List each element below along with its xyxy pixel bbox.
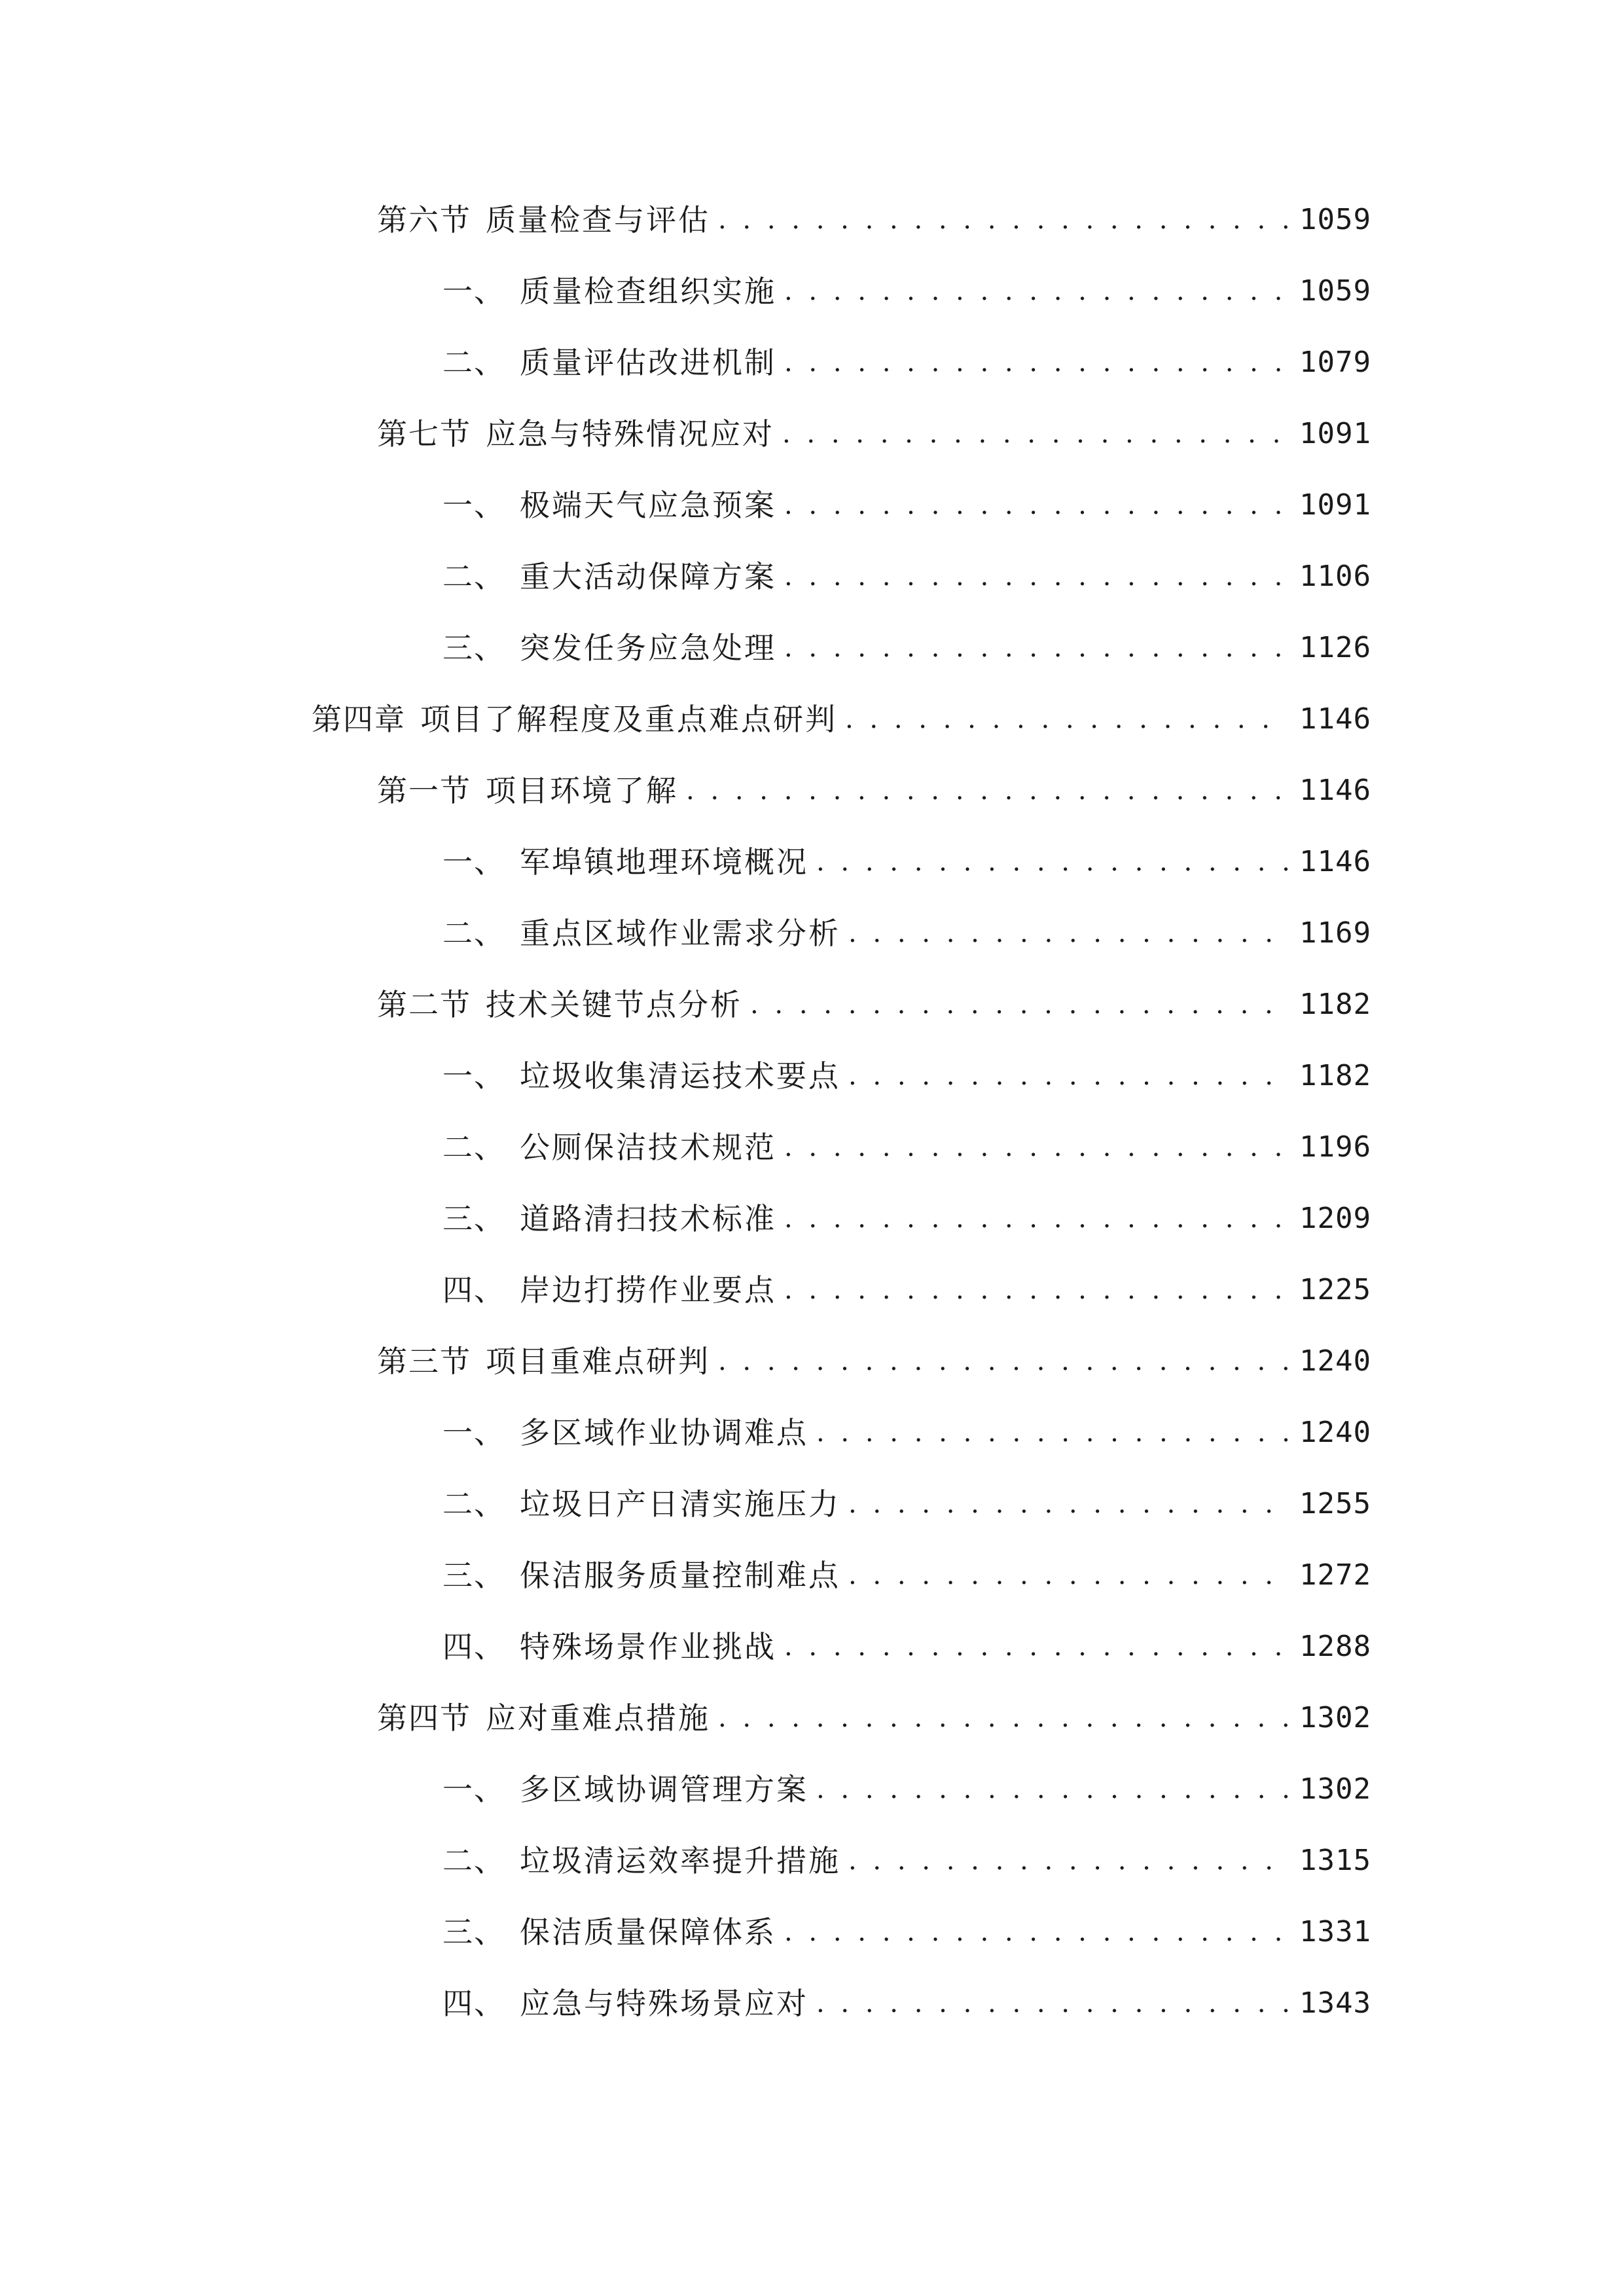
toc-entry-title: 岸边打捞作业要点 <box>520 1272 776 1308</box>
toc-entry[interactable] <box>442 336 1371 389</box>
toc-leader-dots <box>784 336 1288 389</box>
toc-entry[interactable] <box>442 1264 1371 1316</box>
toc-entry-number: 二、 <box>442 1486 505 1522</box>
toc-entry-number: 第六节 <box>377 202 471 238</box>
toc-entry-page: 1288 <box>1299 1630 1371 1663</box>
toc-leader-dots <box>784 1264 1288 1316</box>
toc-leader-dots <box>784 479 1288 531</box>
toc-entry-title: 道路清扫技术标准 <box>520 1201 776 1236</box>
toc-entry-title: 垃圾收集清运技术要点 <box>520 1058 840 1094</box>
toc-entry-page: 1196 <box>1299 1130 1371 1164</box>
toc-entry-number: 一、 <box>442 1415 505 1450</box>
toc-entry-number: 一、 <box>442 1772 505 1807</box>
toc-entry[interactable] <box>442 1763 1371 1816</box>
toc-entry-page: 1315 <box>1299 1844 1371 1877</box>
toc-entry[interactable] <box>442 622 1371 674</box>
toc-entry-page: 1240 <box>1299 1416 1371 1449</box>
toc-leader-dots <box>718 194 1288 246</box>
toc-leader-dots <box>784 1906 1288 1958</box>
toc-entry-title: 应急与特殊情况应对 <box>486 416 774 452</box>
toc-entry-number: 一、 <box>442 274 505 309</box>
toc-entry-title: 质量检查与评估 <box>486 202 710 238</box>
toc-entry[interactable] <box>442 479 1371 531</box>
toc-entry-page: 1059 <box>1299 274 1371 308</box>
toc-entry[interactable] <box>377 408 1371 460</box>
toc-entry-number: 一、 <box>442 488 505 523</box>
toc-leader-dots <box>848 1835 1288 1887</box>
toc-entry-number: 二、 <box>442 1130 505 1165</box>
toc-entry-title: 项目了解程度及重点难点研判 <box>420 702 837 737</box>
toc-entry[interactable] <box>442 1977 1371 2030</box>
toc-leader-dots <box>784 1621 1288 1673</box>
toc-entry-number: 二、 <box>442 559 505 594</box>
toc-entry-title: 垃圾日产日清实施压力 <box>520 1486 840 1522</box>
toc-entry-title: 军埠镇地理环境概况 <box>520 844 808 880</box>
toc-entry[interactable] <box>442 1621 1371 1673</box>
toc-entry-title: 极端天气应急预案 <box>520 488 776 523</box>
toc-entry-title: 项目环境了解 <box>486 773 678 808</box>
toc-entry-page: 1059 <box>1299 203 1371 236</box>
toc-leader-dots <box>816 1763 1288 1816</box>
toc-leader-dots <box>784 265 1288 317</box>
toc-leader-dots <box>816 1977 1288 2030</box>
toc-entry-title: 应急与特殊场景应对 <box>520 1986 808 2021</box>
toc-entry-page: 1255 <box>1299 1487 1371 1520</box>
toc-entry-page: 1225 <box>1299 1273 1371 1306</box>
toc-leader-dots <box>718 1335 1288 1388</box>
toc-entry-number: 三、 <box>442 1558 505 1593</box>
toc-entry-page: 1091 <box>1299 488 1371 522</box>
toc-entry-page: 1182 <box>1299 988 1371 1021</box>
toc-entry-page: 1126 <box>1299 631 1371 664</box>
toc-entry-title: 项目重难点研判 <box>486 1344 710 1379</box>
toc-entry-title: 垃圾清运效率提升措施 <box>520 1843 840 1878</box>
toc-entry-page: 1240 <box>1299 1344 1371 1378</box>
toc-entry[interactable] <box>312 693 1371 745</box>
toc-entry[interactable] <box>442 1906 1371 1958</box>
toc-leader-dots <box>784 1121 1288 1174</box>
toc-entry-number: 四、 <box>442 1986 505 2021</box>
toc-entry-number: 第三节 <box>377 1344 471 1379</box>
toc-entry-number: 二、 <box>442 345 505 380</box>
toc-entry-title: 重点区域作业需求分析 <box>520 916 840 951</box>
toc-entry-page: 1302 <box>1299 1701 1371 1734</box>
toc-entry-page: 1331 <box>1299 1915 1371 1948</box>
toc-entry[interactable] <box>442 1050 1371 1102</box>
toc-entry[interactable] <box>442 1835 1371 1887</box>
toc-leader-dots <box>848 1050 1288 1102</box>
toc-entry-title: 质量检查组织实施 <box>520 274 776 309</box>
toc-leader-dots <box>782 408 1288 460</box>
toc-entry[interactable] <box>442 1407 1371 1459</box>
toc-entry-title: 突发任务应急处理 <box>520 630 776 666</box>
toc-entry-page: 1182 <box>1299 1059 1371 1092</box>
toc-entry[interactable] <box>442 1193 1371 1245</box>
toc-leader-dots <box>848 1549 1288 1602</box>
toc-leader-dots <box>784 622 1288 674</box>
toc-entry-number: 第二节 <box>377 987 471 1022</box>
toc-entry-page: 1209 <box>1299 1202 1371 1235</box>
toc-entry-number: 二、 <box>442 916 505 951</box>
toc-leader-dots <box>816 1407 1288 1459</box>
toc-entry-page: 1272 <box>1299 1558 1371 1592</box>
toc-entry-number: 第七节 <box>377 416 471 452</box>
toc-leader-dots <box>784 1193 1288 1245</box>
toc-entry-title: 应对重难点措施 <box>486 1700 710 1736</box>
toc-entry-page: 1091 <box>1299 417 1371 450</box>
toc-entry-page: 1106 <box>1299 560 1371 593</box>
toc-leader-dots <box>816 836 1288 888</box>
toc-entry-page: 1146 <box>1299 845 1371 878</box>
toc-leader-dots <box>718 1692 1288 1744</box>
toc-leader-dots <box>686 764 1288 817</box>
toc-entry[interactable] <box>442 907 1371 960</box>
toc-entry-number: 第一节 <box>377 773 471 808</box>
toc-entry-number: 三、 <box>442 1914 505 1950</box>
toc-entry[interactable] <box>442 836 1371 888</box>
toc-entry[interactable] <box>377 1692 1371 1744</box>
toc-entry-number: 一、 <box>442 844 505 880</box>
toc-entry-number: 四、 <box>442 1629 505 1664</box>
toc-entry[interactable] <box>377 194 1371 246</box>
toc-entry-number: 三、 <box>442 1201 505 1236</box>
toc-entry-title: 质量评估改进机制 <box>520 345 776 380</box>
toc-leader-dots <box>750 978 1288 1031</box>
toc-entry-title: 保洁质量保障体系 <box>520 1914 776 1950</box>
toc-entry[interactable] <box>442 265 1371 317</box>
toc-leader-dots <box>784 550 1288 603</box>
toc-entry-number: 三、 <box>442 630 505 666</box>
toc-entry-number: 第四章 <box>312 702 406 737</box>
toc-entry-page: 1302 <box>1299 1772 1371 1806</box>
toc-entry-page: 1169 <box>1299 916 1371 950</box>
toc-entry[interactable] <box>442 1121 1371 1174</box>
toc-entry-page: 1146 <box>1299 774 1371 807</box>
toc-entry[interactable] <box>377 764 1371 817</box>
toc-entry-number: 一、 <box>442 1058 505 1094</box>
toc-entry-number: 四、 <box>442 1272 505 1308</box>
toc-entry-number: 二、 <box>442 1843 505 1878</box>
toc-entry-page: 1146 <box>1299 702 1371 736</box>
toc-entry[interactable] <box>377 978 1371 1031</box>
toc-entry-title: 技术关键节点分析 <box>486 987 742 1022</box>
toc-entry[interactable] <box>377 1335 1371 1388</box>
toc-entry[interactable] <box>442 550 1371 603</box>
toc-leader-dots <box>848 907 1288 960</box>
toc-leader-dots <box>845 693 1288 745</box>
toc-leader-dots <box>848 1478 1288 1530</box>
toc-entry-page: 1343 <box>1299 1986 1371 2020</box>
toc-entry[interactable] <box>442 1478 1371 1530</box>
toc-entry-number: 第四节 <box>377 1700 471 1736</box>
toc-entry-title: 多区域协调管理方案 <box>520 1772 808 1807</box>
toc-entry-title: 保洁服务质量控制难点 <box>520 1558 840 1593</box>
toc-entry-title: 公厕保洁技术规范 <box>520 1130 776 1165</box>
toc-entry-title: 特殊场景作业挑战 <box>520 1629 776 1664</box>
toc-entry-title: 重大活动保障方案 <box>520 559 776 594</box>
toc-entry[interactable] <box>442 1549 1371 1602</box>
toc-entry-page: 1079 <box>1299 346 1371 379</box>
toc-entry-title: 多区域作业协调难点 <box>520 1415 808 1450</box>
